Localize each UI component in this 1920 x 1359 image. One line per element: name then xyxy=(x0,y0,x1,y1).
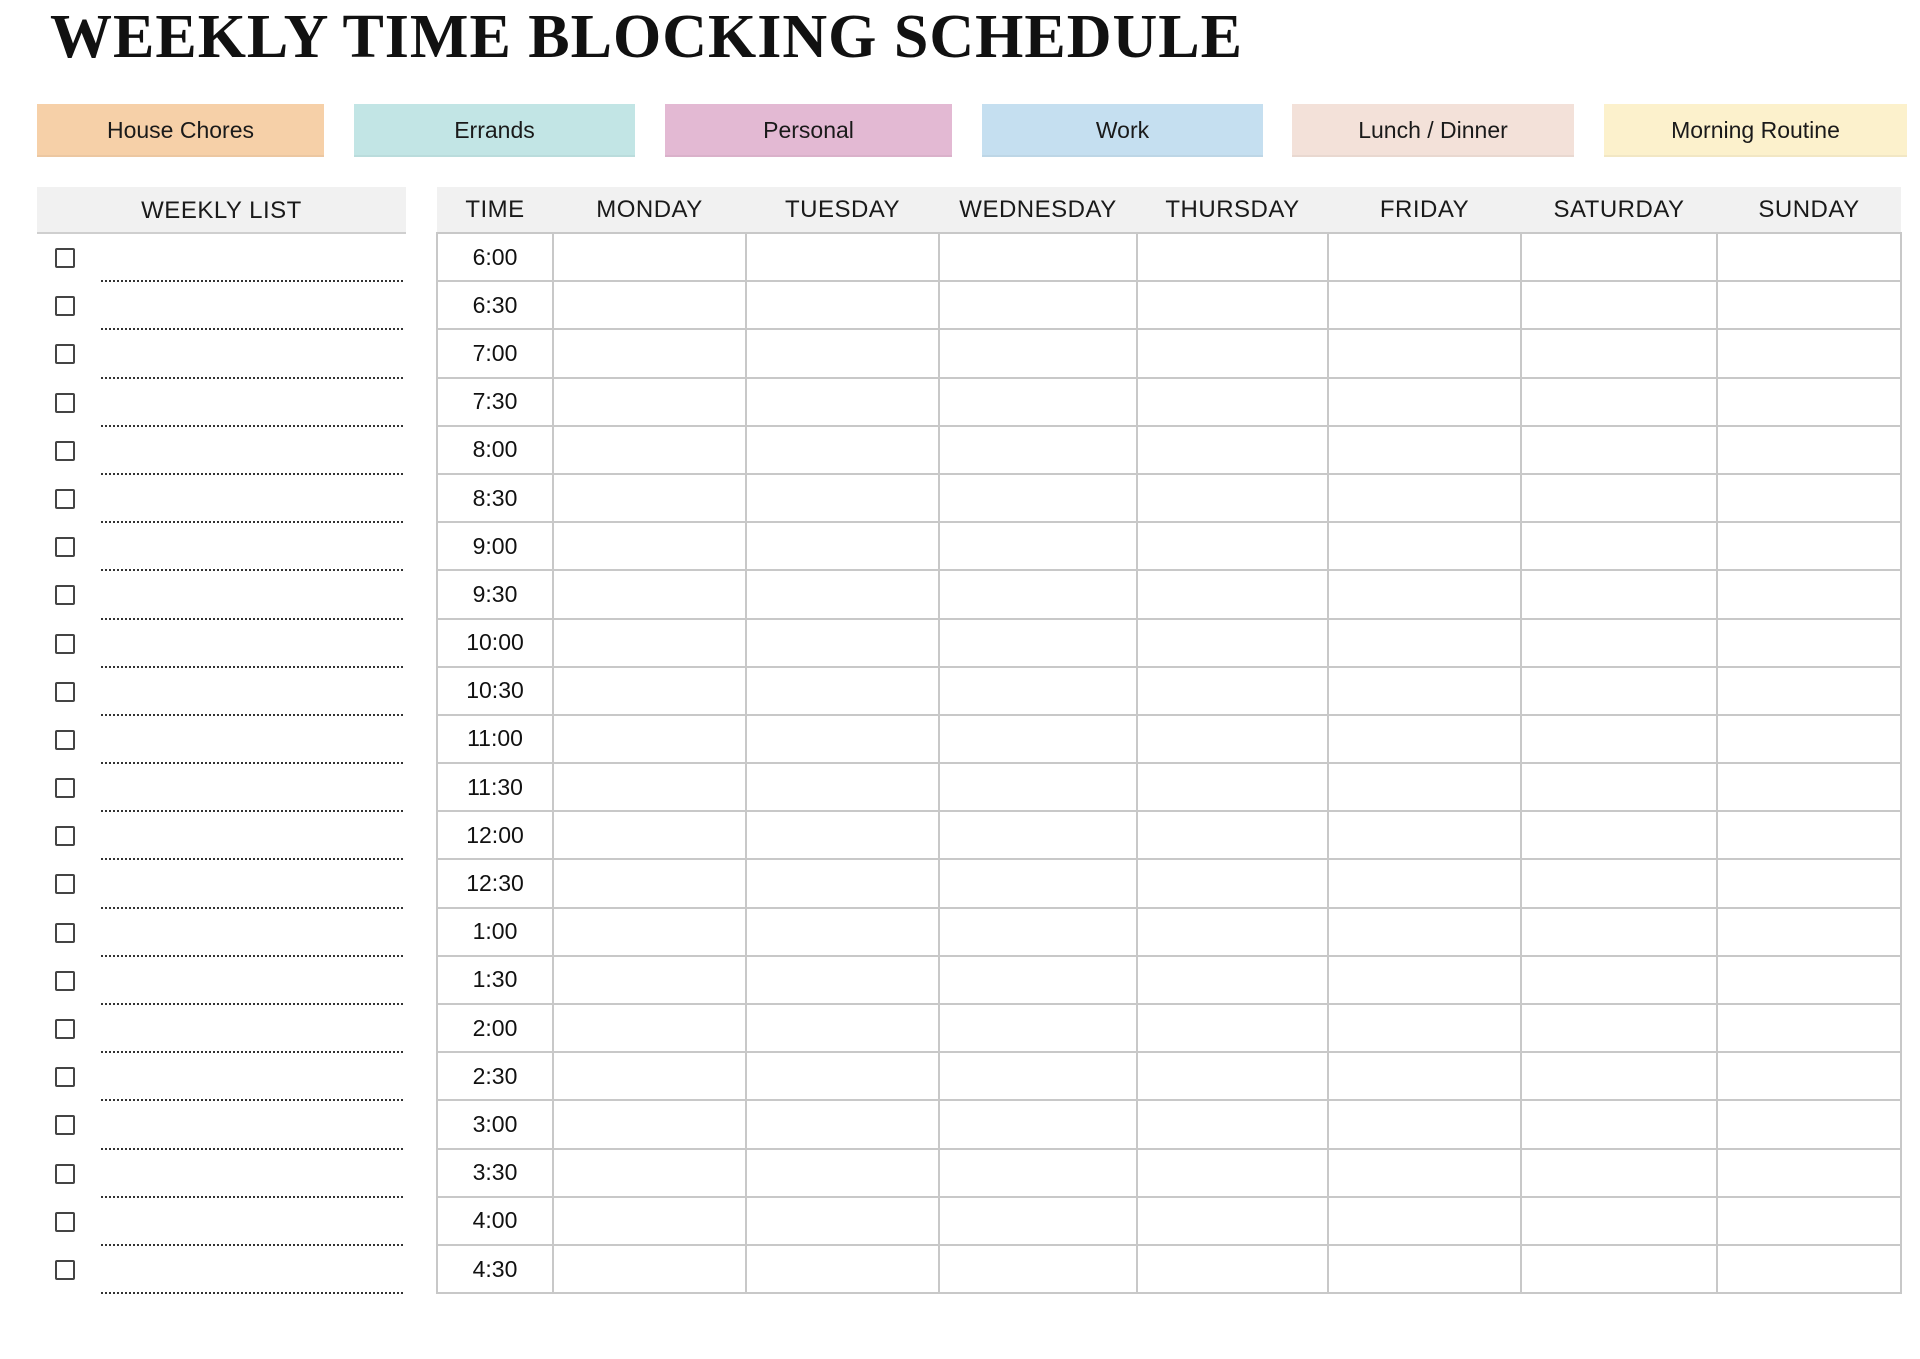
checkbox[interactable] xyxy=(55,1115,75,1135)
time-row xyxy=(437,1245,1901,1293)
weekly-list-item xyxy=(37,427,406,475)
schedule-slot-saturday[interactable] xyxy=(1521,1004,1717,1052)
time-label: 4:30 xyxy=(437,1245,553,1293)
weekly-list-item xyxy=(37,282,406,330)
schedule-slot-tuesday[interactable] xyxy=(746,619,939,667)
schedule-slot-monday[interactable] xyxy=(553,570,746,618)
checkbox[interactable] xyxy=(55,1212,75,1232)
checkbox[interactable] xyxy=(55,1164,75,1184)
legend-work: Work xyxy=(982,104,1263,157)
weekly-list-item xyxy=(37,1101,406,1149)
checkbox[interactable] xyxy=(55,1067,75,1087)
schedule-slot-monday[interactable] xyxy=(553,667,746,715)
category-legend xyxy=(0,104,1920,157)
time-label: 1:30 xyxy=(437,956,553,1004)
column-header-friday: FRIDAY xyxy=(1328,187,1521,233)
schedule-slot-tuesday[interactable] xyxy=(746,1100,939,1148)
schedule-slot-friday[interactable] xyxy=(1328,522,1521,570)
schedule-slot-friday[interactable] xyxy=(1328,474,1521,522)
schedule-slot-tuesday[interactable] xyxy=(746,859,939,907)
schedule-body xyxy=(437,233,1901,1293)
time-row xyxy=(437,233,1901,281)
schedule-slot-wednesday[interactable] xyxy=(939,1149,1137,1197)
checkbox[interactable] xyxy=(55,971,75,991)
schedule-slot-tuesday[interactable] xyxy=(746,281,939,329)
column-header-sunday: SUNDAY xyxy=(1717,187,1901,233)
schedule-slot-saturday[interactable] xyxy=(1521,233,1717,281)
legend-personal: Personal xyxy=(665,104,952,157)
schedule-slot-sunday[interactable] xyxy=(1717,715,1901,763)
time-label: 12:00 xyxy=(437,811,553,859)
schedule-slot-monday[interactable] xyxy=(553,1245,746,1293)
schedule-slot-thursday[interactable] xyxy=(1137,811,1328,859)
time-label: 6:00 xyxy=(437,233,553,281)
schedule-slot-sunday[interactable] xyxy=(1717,859,1901,907)
time-label: 12:30 xyxy=(437,859,553,907)
schedule-slot-friday[interactable] xyxy=(1328,1197,1521,1245)
schedule-slot-monday[interactable] xyxy=(553,329,746,377)
time-row xyxy=(437,715,1901,763)
schedule-slot-wednesday[interactable] xyxy=(939,908,1137,956)
schedule-slot-saturday[interactable] xyxy=(1521,1245,1717,1293)
schedule-slot-tuesday[interactable] xyxy=(746,811,939,859)
schedule-slot-saturday[interactable] xyxy=(1521,1197,1717,1245)
weekly-list-item xyxy=(37,234,406,282)
time-label: 11:30 xyxy=(437,763,553,811)
time-label: 7:30 xyxy=(437,378,553,426)
checkbox[interactable] xyxy=(55,923,75,943)
weekly-list-item xyxy=(37,1198,406,1246)
schedule-slot-tuesday[interactable] xyxy=(746,378,939,426)
time-label: 3:00 xyxy=(437,1100,553,1148)
schedule-slot-wednesday[interactable] xyxy=(939,474,1137,522)
schedule-slot-wednesday[interactable] xyxy=(939,1004,1137,1052)
schedule-slot-thursday[interactable] xyxy=(1137,1197,1328,1245)
time-label: 9:30 xyxy=(437,570,553,618)
schedule-slot-monday[interactable] xyxy=(553,233,746,281)
checkbox[interactable] xyxy=(55,441,75,461)
schedule-slot-saturday[interactable] xyxy=(1521,570,1717,618)
schedule-slot-tuesday[interactable] xyxy=(746,1004,939,1052)
legend-errands: Errands xyxy=(354,104,635,157)
time-row xyxy=(437,474,1901,522)
schedule-slot-wednesday[interactable] xyxy=(939,378,1137,426)
schedule-slot-sunday[interactable] xyxy=(1717,474,1901,522)
schedule-slot-monday[interactable] xyxy=(553,1100,746,1148)
schedule-slot-friday[interactable] xyxy=(1328,763,1521,811)
weekly-list-item xyxy=(37,523,406,571)
weekly-list-item xyxy=(37,860,406,908)
weekly-list-item xyxy=(37,330,406,378)
schedule-slot-saturday[interactable] xyxy=(1521,1100,1717,1148)
schedule-slot-friday[interactable] xyxy=(1328,1245,1521,1293)
schedule-slot-wednesday[interactable] xyxy=(939,667,1137,715)
time-row xyxy=(437,522,1901,570)
time-row xyxy=(437,329,1901,377)
checkbox[interactable] xyxy=(55,248,75,268)
legend-morning-routine: Morning Routine xyxy=(1604,104,1907,157)
schedule-slot-sunday[interactable] xyxy=(1717,329,1901,377)
time-label: 2:00 xyxy=(437,1004,553,1052)
checkbox[interactable] xyxy=(55,296,75,316)
time-row xyxy=(437,811,1901,859)
schedule-slot-tuesday[interactable] xyxy=(746,426,939,474)
schedule-slot-monday[interactable] xyxy=(553,281,746,329)
schedule-slot-saturday[interactable] xyxy=(1521,619,1717,667)
schedule-slot-sunday[interactable] xyxy=(1717,1245,1901,1293)
time-row xyxy=(437,619,1901,667)
schedule-slot-thursday[interactable] xyxy=(1137,1149,1328,1197)
schedule-slot-saturday[interactable] xyxy=(1521,908,1717,956)
time-label: 6:30 xyxy=(437,281,553,329)
schedule-slot-saturday[interactable] xyxy=(1521,763,1717,811)
checkbox[interactable] xyxy=(55,489,75,509)
schedule-slot-monday[interactable] xyxy=(553,474,746,522)
checkbox[interactable] xyxy=(55,874,75,894)
schedule-slot-tuesday[interactable] xyxy=(746,1149,939,1197)
weekly-list-item xyxy=(37,668,406,716)
schedule-slot-friday[interactable] xyxy=(1328,1004,1521,1052)
schedule-slot-thursday[interactable] xyxy=(1137,522,1328,570)
schedule-slot-monday[interactable] xyxy=(553,1004,746,1052)
schedule-slot-tuesday[interactable] xyxy=(746,1197,939,1245)
time-row xyxy=(437,570,1901,618)
schedule-slot-thursday[interactable] xyxy=(1137,570,1328,618)
schedule-slot-friday[interactable] xyxy=(1328,715,1521,763)
weekly-list-item xyxy=(37,1246,406,1294)
checkbox[interactable] xyxy=(55,730,75,750)
schedule-header-row xyxy=(437,187,1901,233)
schedule-slot-tuesday[interactable] xyxy=(746,474,939,522)
time-label: 8:00 xyxy=(437,426,553,474)
schedule-slot-tuesday[interactable] xyxy=(746,1245,939,1293)
schedule-slot-sunday[interactable] xyxy=(1717,570,1901,618)
time-row xyxy=(437,378,1901,426)
time-label: 1:00 xyxy=(437,908,553,956)
schedule-slot-sunday[interactable] xyxy=(1717,763,1901,811)
time-row xyxy=(437,1100,1901,1148)
schedule-slot-wednesday[interactable] xyxy=(939,281,1137,329)
checkbox[interactable] xyxy=(55,537,75,557)
weekly-list-item xyxy=(37,1053,406,1101)
schedule-slot-sunday[interactable] xyxy=(1717,1100,1901,1148)
time-row xyxy=(437,763,1901,811)
schedule-slot-sunday[interactable] xyxy=(1717,233,1901,281)
time-row xyxy=(437,908,1901,956)
schedule-slot-thursday[interactable] xyxy=(1137,763,1328,811)
schedule-slot-thursday[interactable] xyxy=(1137,1100,1328,1148)
weekly-list-header: WEEKLY LIST xyxy=(37,187,406,234)
schedule-slot-thursday[interactable] xyxy=(1137,859,1328,907)
schedule-slot-wednesday[interactable] xyxy=(939,763,1137,811)
time-label: 7:00 xyxy=(437,329,553,377)
checkbox[interactable] xyxy=(55,634,75,654)
schedule-slot-wednesday[interactable] xyxy=(939,1197,1137,1245)
schedule-slot-monday[interactable] xyxy=(553,811,746,859)
schedule-slot-monday[interactable] xyxy=(553,1052,746,1100)
schedule-slot-wednesday[interactable] xyxy=(939,329,1137,377)
checkbox[interactable] xyxy=(55,826,75,846)
schedule-slot-saturday[interactable] xyxy=(1521,1052,1717,1100)
schedule-slot-monday[interactable] xyxy=(553,763,746,811)
checkbox[interactable] xyxy=(55,1260,75,1280)
column-header-saturday: SATURDAY xyxy=(1521,187,1717,233)
schedule-slot-friday[interactable] xyxy=(1328,281,1521,329)
time-row xyxy=(437,1004,1901,1052)
schedule-slot-wednesday[interactable] xyxy=(939,1052,1137,1100)
time-row xyxy=(437,956,1901,1004)
time-row xyxy=(437,1052,1901,1100)
schedule-slot-wednesday[interactable] xyxy=(939,619,1137,667)
time-label: 4:00 xyxy=(437,1197,553,1245)
schedule-slot-thursday[interactable] xyxy=(1137,956,1328,1004)
time-label: 10:00 xyxy=(437,619,553,667)
schedule-slot-thursday[interactable] xyxy=(1137,908,1328,956)
schedule-slot-friday[interactable] xyxy=(1328,1100,1521,1148)
weekly-list-item xyxy=(37,716,406,764)
schedule-slot-friday[interactable] xyxy=(1328,811,1521,859)
schedule-slot-thursday[interactable] xyxy=(1137,378,1328,426)
schedule-slot-saturday[interactable] xyxy=(1521,811,1717,859)
schedule-slot-sunday[interactable] xyxy=(1717,667,1901,715)
checkbox[interactable] xyxy=(55,1019,75,1039)
schedule-slot-thursday[interactable] xyxy=(1137,1004,1328,1052)
time-label: 10:30 xyxy=(437,667,553,715)
time-row xyxy=(437,1149,1901,1197)
schedule-slot-wednesday[interactable] xyxy=(939,859,1137,907)
schedule-slot-saturday[interactable] xyxy=(1521,1149,1717,1197)
schedule-slot-sunday[interactable] xyxy=(1717,1149,1901,1197)
schedule-slot-friday[interactable] xyxy=(1328,619,1521,667)
time-row xyxy=(437,426,1901,474)
checkbox[interactable] xyxy=(55,344,75,364)
schedule-slot-sunday[interactable] xyxy=(1717,811,1901,859)
schedule-slot-sunday[interactable] xyxy=(1717,1004,1901,1052)
schedule-slot-sunday[interactable] xyxy=(1717,1052,1901,1100)
schedule-slot-monday[interactable] xyxy=(553,908,746,956)
schedule-slot-saturday[interactable] xyxy=(1521,329,1717,377)
schedule-slot-thursday[interactable] xyxy=(1137,715,1328,763)
schedule-slot-tuesday[interactable] xyxy=(746,1052,939,1100)
schedule-slot-sunday[interactable] xyxy=(1717,426,1901,474)
schedule-slot-thursday[interactable] xyxy=(1137,233,1328,281)
schedule-slot-thursday[interactable] xyxy=(1137,329,1328,377)
schedule-slot-sunday[interactable] xyxy=(1717,908,1901,956)
schedule-slot-friday[interactable] xyxy=(1328,667,1521,715)
schedule-slot-wednesday[interactable] xyxy=(939,1245,1137,1293)
schedule-slot-thursday[interactable] xyxy=(1137,619,1328,667)
schedule-slot-monday[interactable] xyxy=(553,1197,746,1245)
schedule-slot-tuesday[interactable] xyxy=(746,233,939,281)
schedule-slot-sunday[interactable] xyxy=(1717,619,1901,667)
schedule-slot-friday[interactable] xyxy=(1328,1052,1521,1100)
schedule-slot-monday[interactable] xyxy=(553,715,746,763)
schedule-slot-friday[interactable] xyxy=(1328,908,1521,956)
schedule-slot-tuesday[interactable] xyxy=(746,956,939,1004)
schedule-slot-monday[interactable] xyxy=(553,619,746,667)
schedule-grid xyxy=(436,187,1900,1294)
schedule-slot-sunday[interactable] xyxy=(1717,281,1901,329)
weekly-list-items xyxy=(37,234,406,1294)
schedule-slot-saturday[interactable] xyxy=(1521,956,1717,1004)
schedule-slot-monday[interactable] xyxy=(553,1149,746,1197)
schedule-slot-wednesday[interactable] xyxy=(939,233,1137,281)
schedule-slot-wednesday[interactable] xyxy=(939,811,1137,859)
schedule-slot-saturday[interactable] xyxy=(1521,281,1717,329)
checkbox[interactable] xyxy=(55,682,75,702)
schedule-slot-friday[interactable] xyxy=(1328,859,1521,907)
schedule-slot-friday[interactable] xyxy=(1328,233,1521,281)
weekly-list-item xyxy=(37,812,406,860)
schedule-slot-saturday[interactable] xyxy=(1521,522,1717,570)
weekly-list-item xyxy=(37,379,406,427)
schedule-slot-tuesday[interactable] xyxy=(746,667,939,715)
time-label: 9:00 xyxy=(437,522,553,570)
schedule-slot-saturday[interactable] xyxy=(1521,378,1717,426)
schedule-slot-thursday[interactable] xyxy=(1137,426,1328,474)
schedule-slot-thursday[interactable] xyxy=(1137,474,1328,522)
schedule-slot-friday[interactable] xyxy=(1328,1149,1521,1197)
column-header-thursday: THURSDAY xyxy=(1137,187,1328,233)
checkbox[interactable] xyxy=(55,585,75,605)
schedule-slot-friday[interactable] xyxy=(1328,426,1521,474)
schedule-slot-monday[interactable] xyxy=(553,378,746,426)
schedule-slot-tuesday[interactable] xyxy=(746,763,939,811)
writing-line[interactable] xyxy=(101,1292,403,1294)
schedule-slot-sunday[interactable] xyxy=(1717,522,1901,570)
weekly-list xyxy=(37,187,406,1294)
schedule-slot-monday[interactable] xyxy=(553,859,746,907)
schedule-slot-thursday[interactable] xyxy=(1137,281,1328,329)
legend-house-chores: House Chores xyxy=(37,104,324,157)
column-header-wednesday: WEDNESDAY xyxy=(939,187,1137,233)
time-row xyxy=(437,1197,1901,1245)
weekly-list-item xyxy=(37,1150,406,1198)
schedule-slot-monday[interactable] xyxy=(553,956,746,1004)
schedule-slot-wednesday[interactable] xyxy=(939,522,1137,570)
weekly-list-item xyxy=(37,1005,406,1053)
column-header-tuesday: TUESDAY xyxy=(746,187,939,233)
schedule-slot-wednesday[interactable] xyxy=(939,426,1137,474)
schedule-slot-monday[interactable] xyxy=(553,426,746,474)
schedule-slot-tuesday[interactable] xyxy=(746,570,939,618)
schedule-slot-wednesday[interactable] xyxy=(939,715,1137,763)
schedule-slot-thursday[interactable] xyxy=(1137,1245,1328,1293)
weekly-list-item xyxy=(37,620,406,668)
schedule-slot-tuesday[interactable] xyxy=(746,908,939,956)
time-label: 2:30 xyxy=(437,1052,553,1100)
schedule-table xyxy=(436,187,1902,1294)
schedule-slot-friday[interactable] xyxy=(1328,329,1521,377)
weekly-list-item xyxy=(37,764,406,812)
weekly-list-item xyxy=(37,475,406,523)
schedule-slot-sunday[interactable] xyxy=(1717,956,1901,1004)
schedule-slot-saturday[interactable] xyxy=(1521,859,1717,907)
checkbox[interactable] xyxy=(55,393,75,413)
schedule-slot-tuesday[interactable] xyxy=(746,522,939,570)
weekly-list-item xyxy=(37,571,406,619)
legend-lunch-dinner: Lunch / Dinner xyxy=(1292,104,1574,157)
time-row xyxy=(437,281,1901,329)
schedule-slot-thursday[interactable] xyxy=(1137,667,1328,715)
schedule-slot-sunday[interactable] xyxy=(1717,1197,1901,1245)
time-label: 8:30 xyxy=(437,474,553,522)
schedule-slot-wednesday[interactable] xyxy=(939,1100,1137,1148)
column-header-time: TIME xyxy=(437,187,553,233)
weekly-list-item xyxy=(37,909,406,957)
time-label: 11:00 xyxy=(437,715,553,763)
schedule-slot-saturday[interactable] xyxy=(1521,474,1717,522)
schedule-slot-thursday[interactable] xyxy=(1137,1052,1328,1100)
schedule-slot-friday[interactable] xyxy=(1328,378,1521,426)
schedule-slot-saturday[interactable] xyxy=(1521,715,1717,763)
schedule-slot-saturday[interactable] xyxy=(1521,667,1717,715)
schedule-slot-tuesday[interactable] xyxy=(746,715,939,763)
schedule-slot-sunday[interactable] xyxy=(1717,378,1901,426)
schedule-slot-saturday[interactable] xyxy=(1521,426,1717,474)
time-row xyxy=(437,859,1901,907)
schedule-slot-wednesday[interactable] xyxy=(939,956,1137,1004)
page-title: WEEKLY TIME BLOCKING SCHEDULE xyxy=(50,3,1243,71)
schedule-slot-tuesday[interactable] xyxy=(746,329,939,377)
checkbox[interactable] xyxy=(55,778,75,798)
schedule-slot-friday[interactable] xyxy=(1328,956,1521,1004)
weekly-list-item xyxy=(37,957,406,1005)
column-header-monday: MONDAY xyxy=(553,187,746,233)
schedule-slot-monday[interactable] xyxy=(553,522,746,570)
time-label: 3:30 xyxy=(437,1149,553,1197)
time-row xyxy=(437,667,1901,715)
schedule-slot-wednesday[interactable] xyxy=(939,570,1137,618)
schedule-slot-friday[interactable] xyxy=(1328,570,1521,618)
